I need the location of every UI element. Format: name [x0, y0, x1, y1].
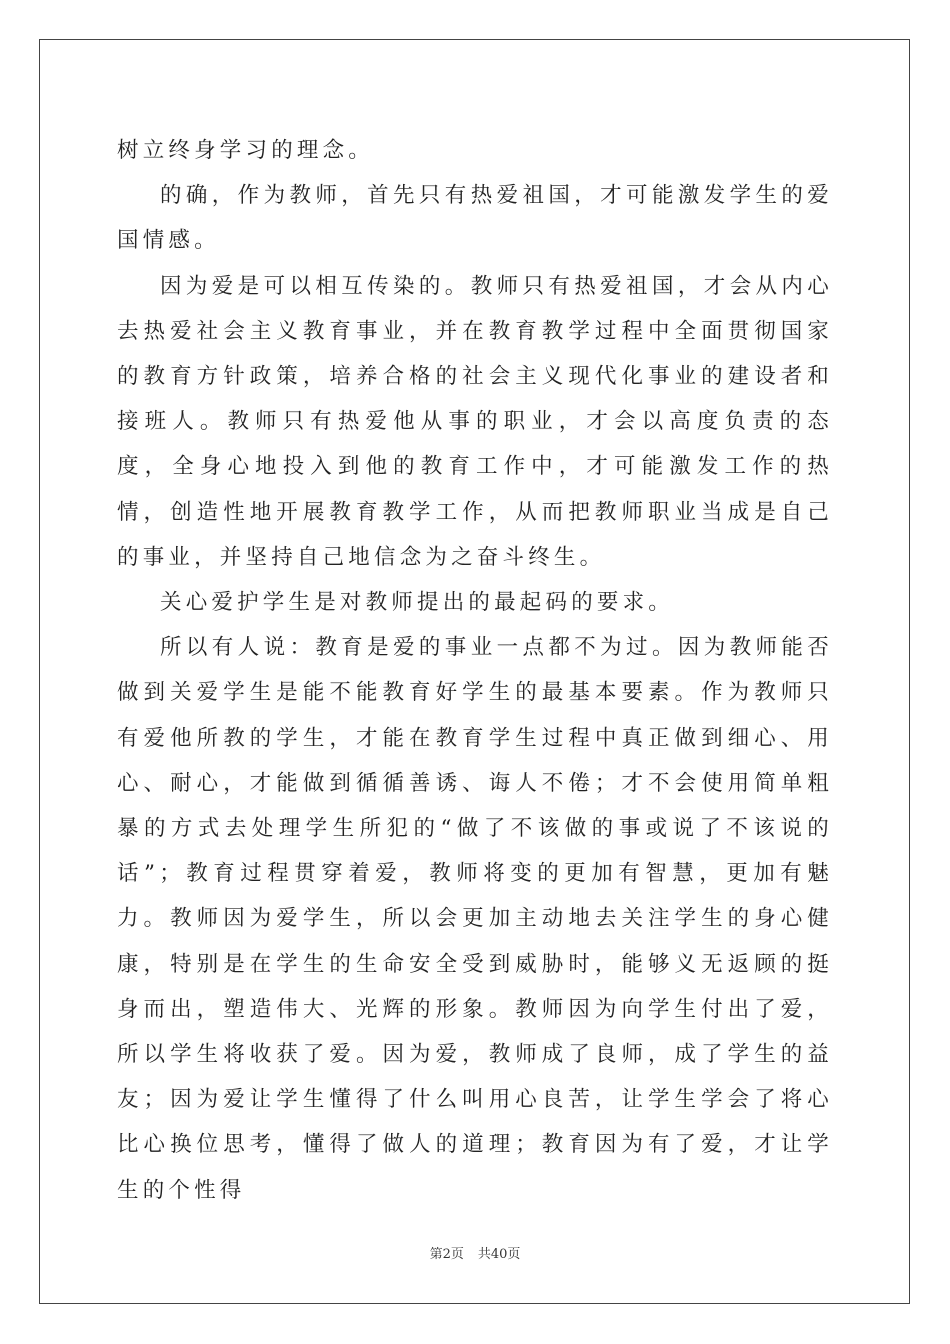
paragraph-1: 树立终身学习的理念。 — [117, 138, 375, 163]
page-total: 共40页 — [477, 1247, 521, 1262]
document-body — [117, 128, 833, 1213]
page-footer — [0, 1243, 950, 1262]
paragraph-5: 所以有人说：教育是爱的事业一点都不为过。因为教师能否做到关爱学生是能不能教育好学生的最基本要素。作为教师只有爱他所教的学生，才能在教育学生过程中真正做到细心、用心、耐心，才能做到循循善诱、诲人不倦；才不会使用简单粗暴的方式去处理学生所犯的“做了不该做的事或说了不该说的话”；教育过程贯穿着爱，教师将变的更加有智慧，更加有魅力。教师因为爱学生，所以会更加主动地去关注学生的身心健康，特别是在学生的生命安全受到威胁时，能够义无返顾的挺身而出，塑造伟大、光辉的形象。教师因为向学生付出了爱，所以学生将收获了爱。因为爱，教师成了良师，成了学生的益友；因为爱让学生懂得了什么叫用心良苦，让学生学会了将心比心换位思考，懂得了做人的道理；教育因为有了爱，才让学生的个性得 — [117, 635, 833, 1203]
paragraph-2: 的确，作为教师，首先只有热爱祖国，才可能激发学生的爱国情感。 — [117, 183, 833, 254]
paragraph-3: 因为爱是可以相互传染的。教师只有热爱祖国，才会从内心去热爱社会主义教育事业，并在教育教学过程中全面贯彻国家的教育方针政策，培养合格的社会主义现代化事业的建设者和接班人。教师只有热爱他从事的职业，才会以高度负责的态度，全身心地投入到他的教育工作中，才可能激发工作的热情，创造性地开展教育教学工作，从而把教师职业当成是自己的事业，并坚持自己地信念为之奋斗终生。 — [117, 273, 833, 570]
page-number: 第2页 — [429, 1247, 464, 1262]
paragraph-4: 关心爱护学生是对教师提出的最起码的要求。 — [160, 590, 675, 616]
